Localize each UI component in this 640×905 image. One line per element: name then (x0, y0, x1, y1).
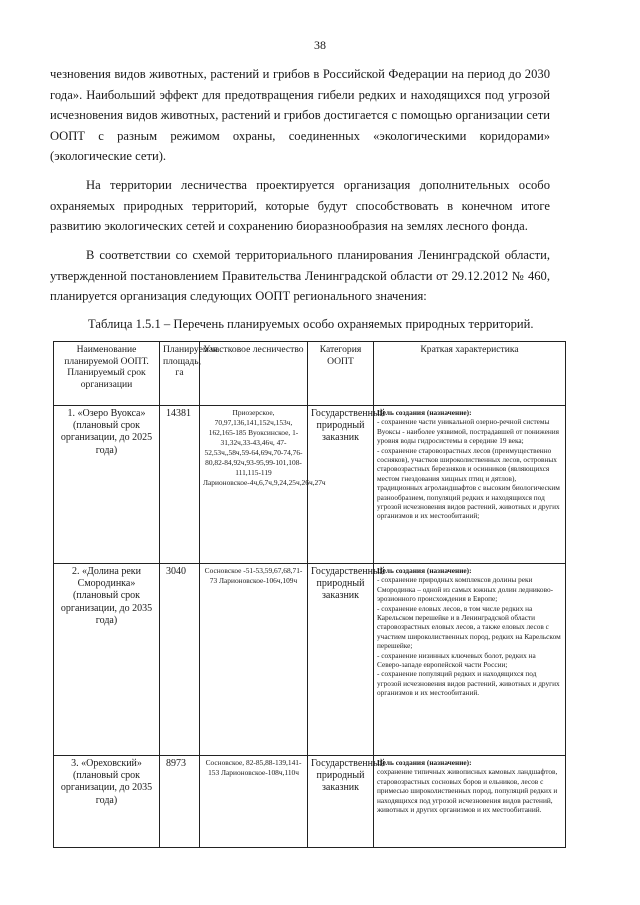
row-quarters: Сосновское, 82-85,88-139,141-153 Ларионовское-108ч,110ч (200, 756, 308, 848)
paragraph-2: На территории лесничества проектируется организация дополнительных особо охраняемых природных территорий, которые будут способствовать в конечном итоге развитию экологических сетей и сохранению биоразнообразия на землях лесного фонда. (50, 178, 550, 233)
row-name: 2. «Долина реки Смородинка» (плановый срок организации, до 2035 года) (54, 564, 160, 756)
table-caption: Таблица 1.5.1 – Перечень планируемых особо охраняемых природных территорий. (88, 317, 534, 331)
header-category: Категория ООПТ (308, 342, 374, 406)
row-area: 3040 (160, 564, 200, 756)
table-row (54, 564, 566, 756)
description-line: - сохранение популяций редких и находящихся под угрозой исчезновения видов растений, животных и других организмов и их местообитаний. (377, 669, 560, 698)
page-number: 38 (314, 38, 326, 52)
description-line: - сохранение части уникальной озерно-речной системы Вуоксы - наиболее уязвимой, пострадавшей от понижения уровня воды гидросистемы в середине 19 века; (377, 417, 560, 446)
header-quarters: Участковое лесничество (200, 342, 308, 406)
table-row (54, 406, 566, 564)
row-area: 8973 (160, 756, 200, 848)
oopt-table (53, 341, 566, 848)
row-quarters: Сосновское -51-53,59,67,68,71-73 Ларионовское-106ч,109ч (200, 564, 308, 756)
row-name: 3. «Ореховский» (плановый срок организации, до 2035 года) (54, 756, 160, 848)
row-name: 1. «Озеро Вуокса» (плановый срок организации, до 2025 года) (54, 406, 160, 564)
description-label: Цель создания (назначение): (377, 408, 472, 417)
description-label: Цель создания (назначение): (377, 566, 472, 575)
description-label: Цель создания (назначение): (377, 758, 472, 767)
row-category: Государственный природный заказник (308, 406, 374, 564)
table-header-row (54, 342, 566, 406)
row-area: 14381 (160, 406, 200, 564)
header-name: Наименование планируемой ООПТ. Планируемый срок организации (54, 342, 160, 406)
description-line: - сохранение еловых лесов, в том числе редких на Карельском перешейке и в Ленинградской области старовозрастных еловых лесов, а также еловых лесов с участием широколиственных пород, редких на Карельском перешейке; (377, 603, 561, 651)
row-quarters: Приозерское, 70,97,136,141,152ч,153ч, 162,165-185 Вуоксинское, 1-31,32ч,33-43,46ч, 47-52,53ч,,58ч,59-64,69ч,70-74,76-80,82-84,92ч,93-95,99-101,108-111,115-119 Ларионовское-4ч,6,7ч,9,24,25ч,26ч,27ч (200, 406, 308, 564)
row-description (374, 406, 566, 564)
description-line: сохранение типичных живописных камовых ландшафтов, старовозрастных сосновых боров и ельников, лесов с примесью широколиственных пород, популяций редких и находящихся под угрозой исчезновения видов растений, животных и других организмов и их местообитаний. (377, 767, 558, 815)
paragraph-1: чезновения видов животных, растений и грибов в Российской Федерации на период до 2030 года». Наибольший эффект для предотвращения гибели редких и находящихся под угрозой исчезновения видов животных, растений и грибов достигается с помощью организации сети ООПТ с разным режимом охраны, соединенных «экологическими коридорами» (экологические сети). (50, 67, 550, 163)
header-area: Планируемая площадь, га (160, 342, 200, 406)
description-line: - сохранение низинных ключевых болот, редких на Северо-западе европейской части России; (377, 650, 536, 670)
row-description (374, 756, 566, 848)
description-line: - сохранение старовозрастных лесов (преимущественно сосняков), участков широколиственных лесов, островных старовозрастных березняков и осинников (являющихся местом гнездования хищных птиц и дятлов), традиционных агроландшафтов с высоким биологическим разнообразием, популяций редких и находящихся под угрозой исчезновения видов растений, животных и других организмов и их местообитаний; (377, 445, 560, 521)
table-row (54, 756, 566, 848)
row-category: Государственный природный заказник (308, 756, 374, 848)
row-category: Государственный природный заказник (308, 564, 374, 756)
header-description: Краткая характеристика (374, 342, 566, 406)
row-description (374, 564, 566, 756)
description-line: - сохранение природных комплексов долины реки Смородинка – одной из самых южных долин ледниково-эрозионного происхождения в Европе; (377, 575, 554, 604)
paragraph-3: В соответствии со схемой территориального планирования Ленинградской области, утвержденной постановлением Правительства Ленинградской области от 29.12.2012 № 460, планируется организация следующих ООПТ регионального значения: (50, 248, 550, 303)
